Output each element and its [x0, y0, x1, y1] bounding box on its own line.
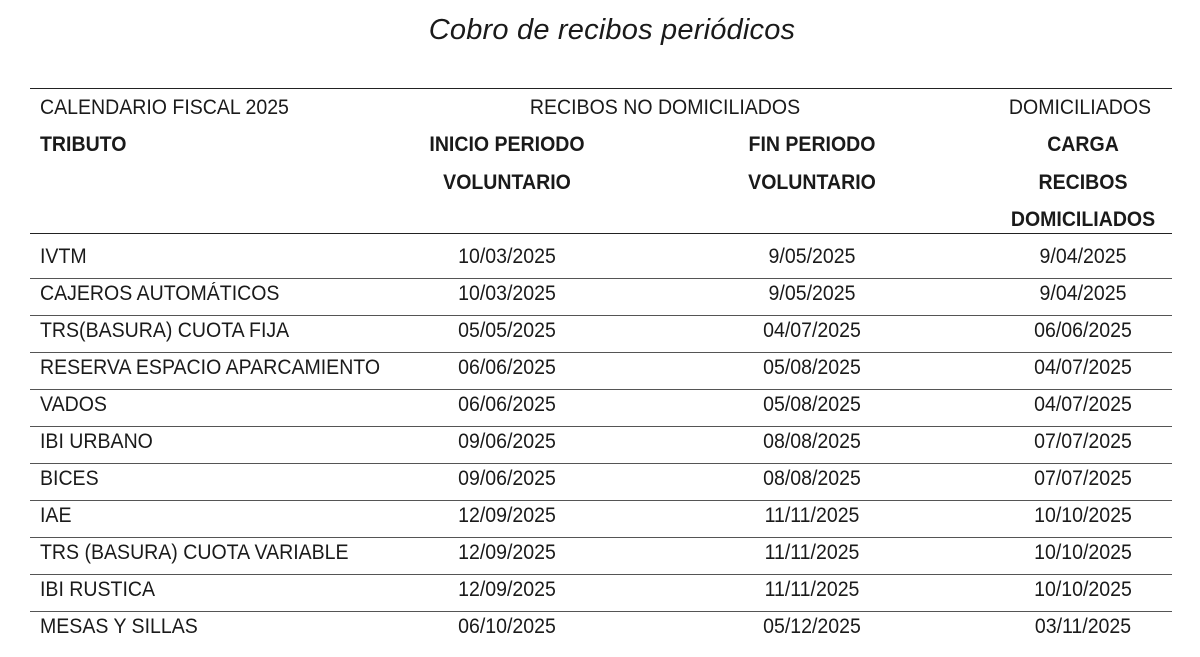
cell-tributo: VADOS: [40, 393, 107, 416]
col-header-carga-line3: DOMICILIADOS: [1010, 208, 1156, 231]
row-divider: [30, 500, 1172, 501]
calendar-label: CALENDARIO FISCAL 2025: [40, 96, 289, 119]
page-title: Cobro de recibos periódicos: [428, 14, 796, 46]
cell-inicio: 06/06/2025: [458, 393, 556, 416]
cell-fin: 11/11/2025: [764, 504, 860, 527]
group-domiciliados: DOMICILIADOS: [1008, 96, 1152, 119]
cell-tributo: IVTM: [40, 245, 87, 268]
group-no-domiciliados: RECIBOS NO DOMICILIADOS: [529, 96, 801, 119]
cell-carga: 10/10/2025: [1034, 541, 1132, 564]
row-divider: [30, 537, 1172, 538]
row-divider: [30, 278, 1172, 279]
cell-inicio: 12/09/2025: [458, 504, 556, 527]
row-divider: [30, 352, 1172, 353]
row-divider: [30, 574, 1172, 575]
cell-fin: 9/05/2025: [768, 282, 856, 305]
cell-carga: 03/11/2025: [1034, 615, 1132, 638]
cell-inicio: 12/09/2025: [458, 541, 556, 564]
cell-inicio: 09/06/2025: [458, 467, 556, 490]
cell-fin: 05/08/2025: [763, 393, 861, 416]
cell-carga: 9/04/2025: [1039, 245, 1127, 268]
cell-fin: 05/12/2025: [763, 615, 861, 638]
cell-fin: 11/11/2025: [764, 578, 860, 601]
row-divider: [30, 463, 1172, 464]
col-header-tributo: TRIBUTO: [40, 133, 127, 156]
cell-inicio: 09/06/2025: [458, 430, 556, 453]
cell-fin: 05/08/2025: [763, 356, 861, 379]
cell-carga: 04/07/2025: [1034, 393, 1132, 416]
cell-fin: 9/05/2025: [768, 245, 856, 268]
col-header-carga-line2: RECIBOS: [1038, 171, 1128, 194]
cell-carga: 06/06/2025: [1034, 319, 1132, 342]
row-divider: [30, 315, 1172, 316]
cell-tributo: TRS(BASURA) CUOTA FIJA: [40, 319, 290, 342]
cell-tributo: MESAS Y SILLAS: [40, 615, 198, 638]
cell-carga: 07/07/2025: [1034, 430, 1132, 453]
cell-fin: 11/11/2025: [764, 541, 860, 564]
cell-inicio: 10/03/2025: [458, 245, 556, 268]
cell-carga: 9/04/2025: [1039, 282, 1127, 305]
cell-fin: 04/07/2025: [763, 319, 861, 342]
cell-fin: 08/08/2025: [763, 467, 861, 490]
header-bottom-rule: [30, 233, 1172, 234]
cell-tributo: IAE: [40, 504, 72, 527]
cell-inicio: 12/09/2025: [458, 578, 556, 601]
cell-fin: 08/08/2025: [763, 430, 861, 453]
cell-inicio: 06/10/2025: [458, 615, 556, 638]
col-header-inicio-line2: VOLUNTARIO: [443, 171, 571, 194]
cell-carga: 07/07/2025: [1034, 467, 1132, 490]
row-divider: [30, 611, 1172, 612]
cell-tributo: IBI RUSTICA: [40, 578, 156, 601]
row-divider: [30, 389, 1172, 390]
table-top-rule: [30, 88, 1172, 89]
cell-tributo: RESERVA ESPACIO APARCAMIENTO: [40, 356, 381, 379]
cell-carga: 10/10/2025: [1034, 578, 1132, 601]
cell-tributo: CAJEROS AUTOMÁTICOS: [40, 282, 280, 305]
cell-carga: 10/10/2025: [1034, 504, 1132, 527]
cell-tributo: IBI URBANO: [40, 430, 153, 453]
row-divider: [30, 426, 1172, 427]
col-header-carga-line1: CARGA: [1047, 133, 1119, 156]
col-header-inicio-line1: INICIO PERIODO: [429, 133, 585, 156]
cell-inicio: 05/05/2025: [458, 319, 556, 342]
cell-carga: 04/07/2025: [1034, 356, 1132, 379]
col-header-fin-line1: FIN PERIODO: [748, 133, 876, 156]
cell-inicio: 06/06/2025: [458, 356, 556, 379]
col-header-fin-line2: VOLUNTARIO: [748, 171, 876, 194]
cell-tributo: TRS (BASURA) CUOTA VARIABLE: [40, 541, 349, 564]
cell-tributo: BICES: [40, 467, 99, 490]
cell-inicio: 10/03/2025: [458, 282, 556, 305]
